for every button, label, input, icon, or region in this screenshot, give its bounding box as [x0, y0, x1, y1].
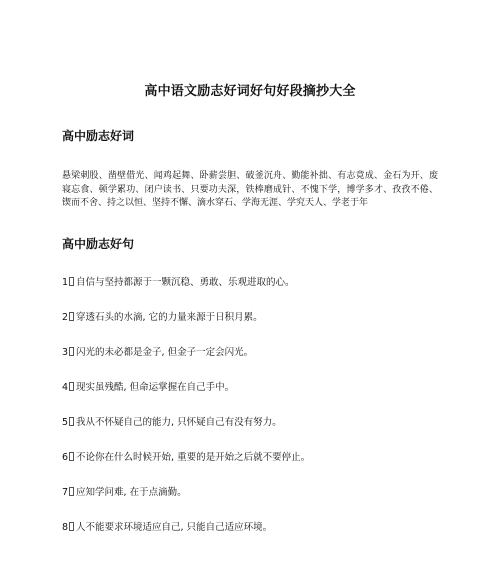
list-item-number: 7	[62, 487, 69, 498]
list-item-text: 闪光的未必都是金子, 但金子一定会闪光。	[76, 347, 254, 358]
list-item-text: 现实虽残酷, 但命运掌握在自己手中。	[76, 382, 235, 393]
list-item	[62, 311, 462, 346]
list-item	[62, 381, 462, 416]
list-item-text: 自信与坚持都源于一颗沉稳、勇敢、乐观进取的心。	[76, 277, 295, 288]
placeholder-box-icon	[69, 312, 74, 321]
document-title: 高中语文励志好词好句好段摘抄大全	[144, 84, 356, 99]
placeholder-box-icon	[69, 522, 74, 531]
list-item-number: 4	[62, 382, 69, 393]
list-item	[62, 416, 462, 451]
list-item	[62, 276, 462, 311]
list-item-number: 3	[62, 347, 69, 358]
list-item-text: 我从不怀疑自己的能力, 只怀疑自己有没有努力。	[76, 417, 282, 428]
list-item-number: 5	[62, 417, 69, 428]
list-item-text: 人不能要求环境适应自己, 只能自己适应环境。	[76, 522, 273, 533]
list-item-number: 8	[62, 522, 69, 533]
placeholder-box-icon	[69, 452, 74, 461]
list-item-text: 穿透石头的水滴, 它的力量来源于日积月累。	[76, 312, 263, 323]
section-heading-good-words: 高中励志好词	[62, 129, 135, 143]
list-item-text: 应知学问难, 在于点滴勤。	[76, 487, 187, 498]
list-item-number: 2	[62, 312, 69, 323]
list-item-text: 不论你在什么时候开始, 重要的是开始之后就不要停止。	[76, 452, 311, 463]
list-item	[62, 486, 462, 521]
placeholder-box-icon	[69, 277, 74, 286]
placeholder-box-icon	[69, 487, 74, 496]
list-item	[62, 521, 462, 556]
list-item	[62, 451, 462, 486]
list-item-number: 1	[62, 277, 69, 288]
list-item-number: 6	[62, 452, 69, 463]
placeholder-box-icon	[69, 382, 74, 391]
placeholder-box-icon	[69, 417, 74, 426]
sentence-list	[62, 276, 462, 556]
section-heading-good-sentences: 高中励志好句	[62, 237, 135, 251]
list-item	[62, 346, 462, 381]
placeholder-box-icon	[69, 347, 74, 356]
good-words-paragraph: 悬梁刺股、凿壁借光、闻鸡起舞、卧薪尝胆、破釜沉舟、勤能补拙、有志竟成、金石为开、废寝忘食、顿学累功、闭户读书、只要功夫深，铁棒磨成针、不愧下学，博学多才、孜孜不倦、锲而不舍、持之以恒、坚持不懈、滴水穿石、学海无涯、学究天人、学老于年	[62, 171, 438, 208]
